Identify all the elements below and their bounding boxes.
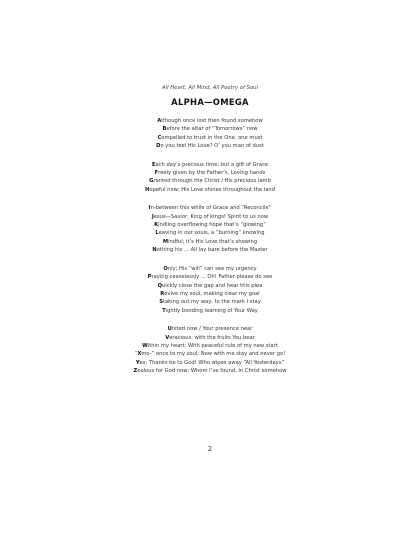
- poem-line: Zealous for God now; Whom I’ve found, in Christ somehow: [133, 368, 287, 375]
- poem-line: Within my heart; With peaceful rule of my new start: [142, 342, 278, 349]
- poem-line: Do you feel His Love? O’ you man of dust: [156, 143, 264, 150]
- poem-title: ALPHA—OMEGA: [171, 97, 249, 107]
- poem-line: Leaving in our souls, a “burning” knowing: [155, 230, 265, 237]
- poem-line: Veracious, with the fruits You bear: [165, 334, 255, 341]
- poem-line: Jesus—Savior, King of kings! Spirit to us now: [151, 213, 269, 220]
- stanza: [0, 117, 420, 151]
- stanza: [0, 325, 420, 375]
- poem-line: Before the altar of “Tomorrows” now: [162, 126, 258, 133]
- poem-line: Kindling overflowing hope that’s “glowing”: [154, 222, 266, 229]
- poem-line: Freely given by the Father’s, Loving hands: [154, 170, 266, 177]
- stanza: [0, 204, 420, 254]
- poem-line: Only; His “will” can see my urgency: [163, 265, 257, 272]
- poem-line: Although once lost then found somehow: [157, 118, 263, 124]
- page-number: 2: [207, 445, 213, 453]
- poem-line: Granted through the Christ / His precious lamb: [149, 178, 271, 185]
- poem-line: Revive my soul, making clear my goal: [160, 290, 260, 297]
- stanza: [0, 161, 420, 195]
- running-header: All Heart, All Mind, All Poetry of Soul: [162, 85, 258, 91]
- poem-line: Tightly bonding learning of Your Way: [162, 307, 258, 314]
- poem-line: Compelled to trust in the One, one must: [157, 134, 263, 141]
- poem-line: Quickly close the gap and hear this plea: [157, 282, 263, 289]
- poem-line: “Xmo-” once to my soul; Now with me stay and never go!: [134, 351, 286, 358]
- poem-line: Hopeful now; His Love shines throughout the land: [144, 186, 276, 193]
- poem-line: In-between this while of Grace and “Reconcile”: [148, 205, 272, 212]
- poem-line: Nothing his ... All lay bare before the Master: [152, 247, 268, 254]
- poem-line: Mindful; it’s His Love that’s showing: [162, 238, 258, 245]
- stanza: [0, 265, 420, 315]
- poem-line: Yes; Thanks be to God! Who wipes away “All Yesterdays”: [135, 359, 285, 366]
- poem-line: Praying ceaselessly ... Oh! Father please do see: [147, 274, 273, 281]
- poem-line: United now / Your presence near: [167, 326, 253, 333]
- poem-line: Each day’s precious time; but a gift of Grace: [151, 161, 269, 168]
- poem-line: Staking out my way, to the mark I stay: [159, 299, 261, 306]
- poem-body: [0, 117, 420, 386]
